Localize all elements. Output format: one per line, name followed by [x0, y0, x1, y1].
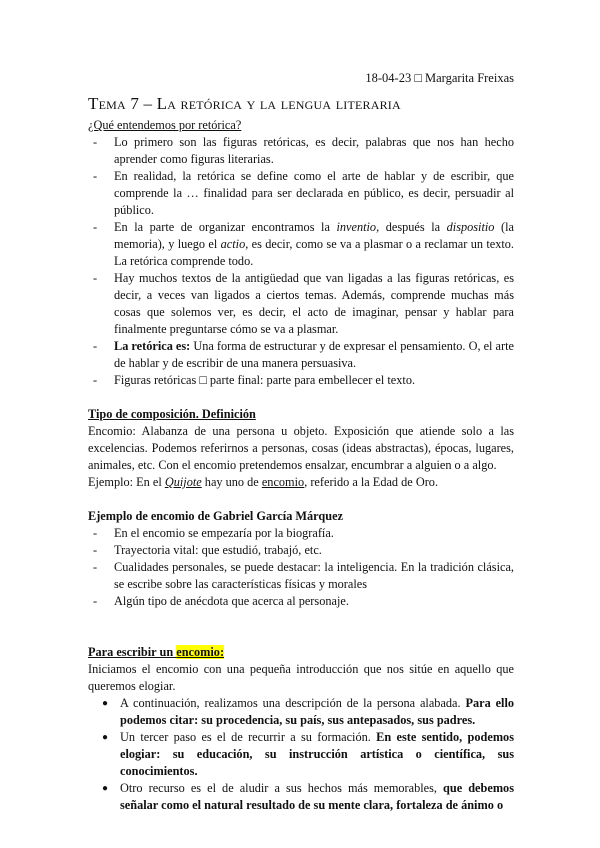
list-item: - Figuras retóricas □ parte final: parte para embellecer el texto. [88, 372, 514, 389]
list-item: ● A continuación, realizamos una descripción de la persona alabada. Para ello podemos citar: su procedencia, su país, sus antepasados, sus padres. [88, 695, 514, 729]
section-heading: ¿Qué entendemos por retórica? [88, 118, 242, 132]
bullet-list [88, 695, 514, 814]
document-body [88, 70, 514, 814]
list-item: - Hay muchos textos de la antigüedad que van ligadas a las figuras retóricas, es decir, a veces van ligados a ciertos temas. Además, comprende muchas más cosas que solemos ver, es decir, el acto de imaginar, pensar y hablar para finalmente preguntarse cómo se va a plasmar. [88, 270, 514, 338]
section-heading: Para escribir un encomio: [88, 645, 225, 659]
page-title: Tema 7 – La retórica y la lengua literaria [88, 94, 401, 113]
date-author-line: 18-04-23 □ Margarita Freixas [365, 71, 514, 85]
list-item: - Cualidades personales, se puede destacar: la inteligencia. En la tradición clásica, se escribe sobre las características físicas y morales [88, 559, 514, 593]
list-item: - Trayectoria vital: que estudió, trabajó, etc. [88, 542, 514, 559]
list-item: - En el encomio se empezaría por la biografía. [88, 525, 514, 542]
list-item: - La retórica es: Una forma de estructurar y de expresar el pensamiento. O, el arte de hablar y de escribir de una manera persuasiva. [88, 338, 514, 372]
section-rhetoric [88, 117, 514, 389]
example-paragraph: Ejemplo: En el Quijote hay uno de encomio, referido a la Edad de Oro. [88, 475, 439, 489]
section-example [88, 508, 514, 610]
list-item: ● Otro recurso es el de aludir a sus hechos más memorables, que debemos señalar como el natural resultado de su mente clara, fortaleza de ánimo o [88, 780, 514, 814]
list-item: - Algún tipo de anécdota que acerca al personaje. [88, 593, 514, 610]
bullet-list [88, 134, 514, 389]
section-heading: Tipo de composición. Definición [88, 407, 256, 421]
list-item: - En realidad, la retórica se define como el arte de hablar y de escribir, que comprende la … finalidad para ser declarada en público, es decir, persuadir al público. [88, 168, 514, 219]
section-heading: Ejemplo de encomio de Gabriel García Márquez [88, 509, 344, 523]
section-composition [88, 406, 514, 491]
list-item: - En la parte de organizar encontramos la inventio, después la dispositio (la memoria), y luego el actio, es decir, como se va a plasmar o a reclamar un texto. La retórica comprende todo. [88, 219, 514, 270]
list-item: - Lo primero son las figuras retóricas, es decir, palabras que nos han hecho aprender como figuras literarias. [88, 134, 514, 168]
section-how-to-write [88, 644, 514, 814]
list-item: ● Un tercer paso es el de recurrir a su formación. En este sentido, podemos elogiar: su educación, su instrucción artística o científica, sus conocimientos. [88, 729, 514, 780]
bullet-list [88, 525, 514, 610]
paragraph: Iniciamos el encomio con una pequeña introducción que nos sitúe en aquello que queremos elogiar. [88, 662, 514, 693]
paragraph: Encomio: Alabanza de una persona u objeto. Exposición que atiende solo a las excelencias. Podemos referirnos a personas, cosas (ideas abstractas), épocas, lugares, animales, etc. Con el encomio pretendemos ensalzar, encumbrar a alguien o a algo. [88, 424, 514, 472]
